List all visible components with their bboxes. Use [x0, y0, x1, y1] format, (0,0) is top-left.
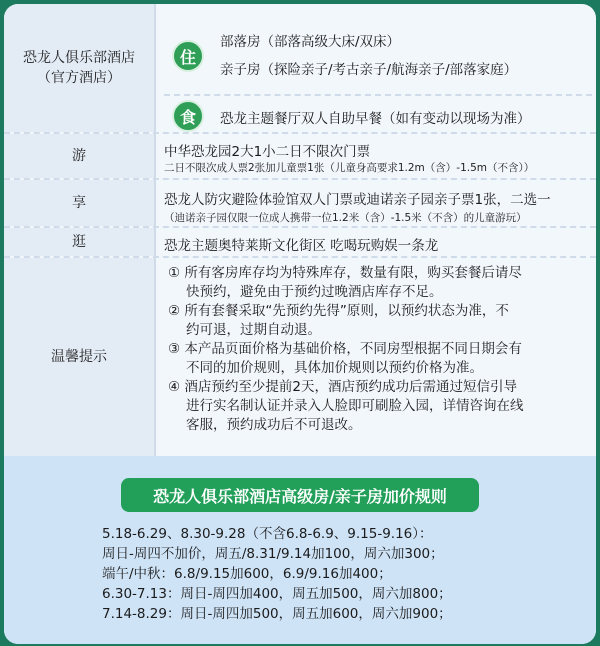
pricing-line: 5.18-6.29、8.30-9.28（不含6.8-6.9、9.15-9.16）：	[102, 526, 433, 542]
tip-line: ② 所有套餐采取“先预约先得”原则，以预约状态为准，不	[168, 303, 509, 319]
tips-row	[4, 258, 596, 456]
hotel-name: 恐龙人俱乐部酒店	[23, 50, 135, 66]
food-icon: 食	[172, 100, 204, 132]
pricing-line: 6.30-7.13：周日-周四加400，周五加500，周六加800；	[102, 586, 452, 602]
stroll-content	[164, 228, 592, 256]
tour-sub: 二日不限次成人票2张加儿童票1张（儿童身高要求1.2m（含）-1.5m（不含））	[164, 162, 535, 174]
enjoy-label: 享	[4, 180, 156, 226]
enjoy-row	[4, 180, 596, 228]
hotel-divider	[164, 94, 592, 96]
hotel-tag: （官方酒店）	[37, 70, 121, 86]
pricing-panel	[4, 456, 596, 644]
tour-label: 游	[4, 134, 156, 178]
pricing-line: 端午/中秋：6.8/9.15加600，6.9/9.16加400；	[102, 566, 392, 582]
tip-line: 快预约，避免由于预约过晚酒店库存不足。	[186, 284, 443, 300]
tour-main: 中华恐龙园2大1小二日不限次门票	[164, 144, 371, 160]
enjoy-content	[164, 180, 592, 226]
enjoy-main: 恐龙人防灾避险体验馆双人门票或迪诺亲子园亲子票1张，二选一	[164, 192, 551, 208]
hotel-label	[4, 4, 156, 132]
tips-label: 温馨提示	[4, 258, 156, 456]
tip-line: ③ 本产品页面价格为基础价格，不同房型根据不同日期会有	[168, 341, 522, 357]
pricing-line: 周日-周四不加价，周五/8.31/9.14加100，周六加300；	[102, 546, 444, 562]
pricing-line: 7.14-8.29：周日-周四加500，周五加600，周六加900；	[102, 606, 452, 622]
tips-content	[168, 258, 592, 456]
tour-row	[4, 134, 596, 180]
tip-line: ① 所有客房库存均为特殊库存，数量有限，购买套餐后请尽	[168, 265, 522, 281]
tip-line: 约可退，过期自动退。	[186, 322, 321, 338]
tip-line: 进行实名制认证并录入人脸即可刷脸入园，详情咨询在线	[186, 398, 524, 414]
stay-line-1: 部落房（部落高级大床/双床）	[220, 34, 401, 50]
tip-line: 不同的加价规则，具体加价规则以预约价格为准。	[186, 360, 483, 376]
stroll-row	[4, 228, 596, 258]
package-info-card	[4, 4, 596, 644]
food-text: 恐龙主题餐厅双人自助早餐（如有变动以现场为准）	[220, 111, 531, 127]
tip-line: ④ 酒店预约至少提前2天，酒店预约成功后需通过短信引导	[168, 379, 517, 395]
tour-content	[164, 134, 592, 178]
enjoy-sub: （迪诺亲子园仅限一位成人携带一位1.2米（含）-1.5米（不含）的儿童游玩）	[164, 212, 527, 224]
stroll-text: 恐龙主题奥特莱斯文化街区 吃喝玩购娱一条龙	[164, 238, 439, 254]
stay-icon: 住	[172, 40, 204, 72]
tip-line: 客服，预约成功后不可退改。	[186, 417, 362, 433]
stay-line-2: 亲子房（探险亲子/考古亲子/航海亲子/部落家庭）	[220, 62, 518, 78]
stroll-label: 逛	[4, 228, 156, 256]
pricing-title: 恐龙人俱乐部酒店高级房/亲子房加价规则	[121, 478, 479, 512]
hotel-row	[4, 4, 596, 134]
hotel-content	[164, 4, 592, 132]
